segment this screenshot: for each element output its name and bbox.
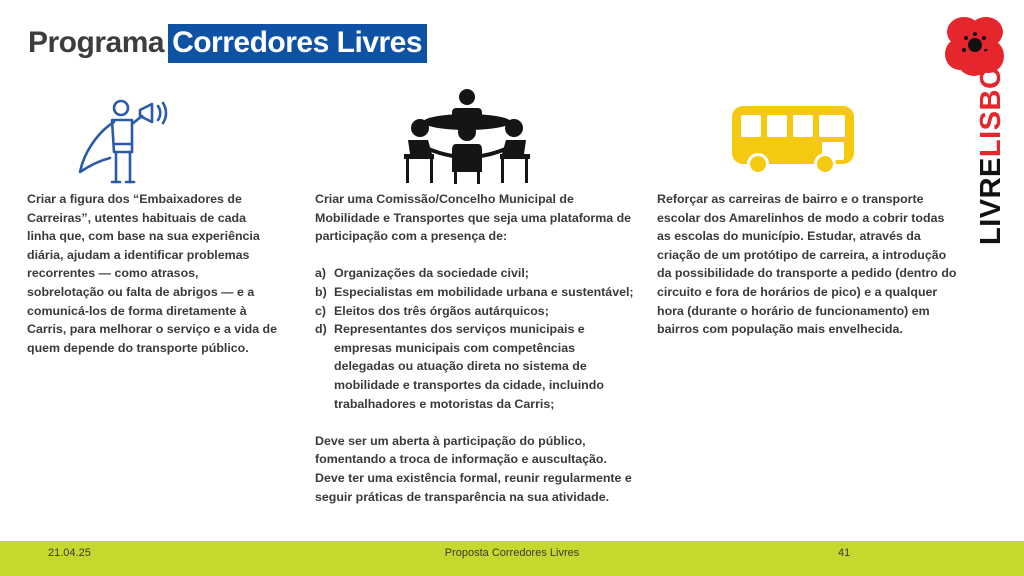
commission-list [315,264,635,413]
footer-bar [0,541,1024,576]
list-item: d) Representantes dos serviços municipais e empresas municipais com competências delegadas ou atuação direta no sistema de mobilidade e transportes da cidade, incluindo trabalhadores e motoristas da Carris; [315,322,604,411]
ambassadors-text: Criar a figura dos “Embaixadores de Carreiras”, utentes habituais de cada linha que, com base na sua experiência diária, ajudam a identificar problemas recorrentes — como atrasos, sobrelotação ou falta de abrigos — e a comunicá-los de forma diretamente à Carris, para melhorar o serviço e a vida de quem depende do transporte público. [27,192,277,355]
superhero-megaphone-icon [76,94,168,188]
brand-part1: LIVRE [975,157,1007,245]
bus-icon [732,106,854,178]
meeting-table-icon [400,88,534,186]
bus-services-text: Reforçar as carreiras de bairro e o transporte escolar dos Amarelinhos de modo a cobrir todas as escolas do município. Estudar, através da criação de um protótipo de carreira, a introdução da possibilidade do transporte a pedido (dentro do circuito e fora de horários de pico) e a qualquer hora (durante o horário de funcionamento) em bairros com população mais envelhecida. [657,192,957,337]
column-bus-services [657,190,957,339]
page-number: 41 [838,547,851,559]
brand-wordmark [975,45,1008,245]
commission-intro: Criar uma Comissão/Concelho Municipal de Mobilidade e Transportes que seja uma plataforma de participação com a presença de: [315,192,632,244]
page-title [28,26,427,60]
brand-part2: LISBOA [975,44,1007,158]
list-item: a) Organizações da sociedade civil; [315,266,529,281]
list-item: b) Especialistas em mobilidade urbana e sustentável; [315,284,634,299]
list-item: c) Eleitos dos três órgãos autárquicos; [315,303,549,318]
column-ambassadors [27,190,277,357]
title-prefix: Programa [28,26,165,59]
title-highlight: Corredores Livres [168,24,427,63]
commission-outro: Deve ser um aberta à participação do público, fomentando a troca de informação e auscultação. Deve ter uma existência formal, reunir regularmente e seguir práticas de transparência na sua atividade. [315,433,632,504]
footer-date: 21.04.25 [48,547,91,559]
footer-title: Proposta Corredores Livres [444,547,580,559]
column-commission [315,190,635,506]
